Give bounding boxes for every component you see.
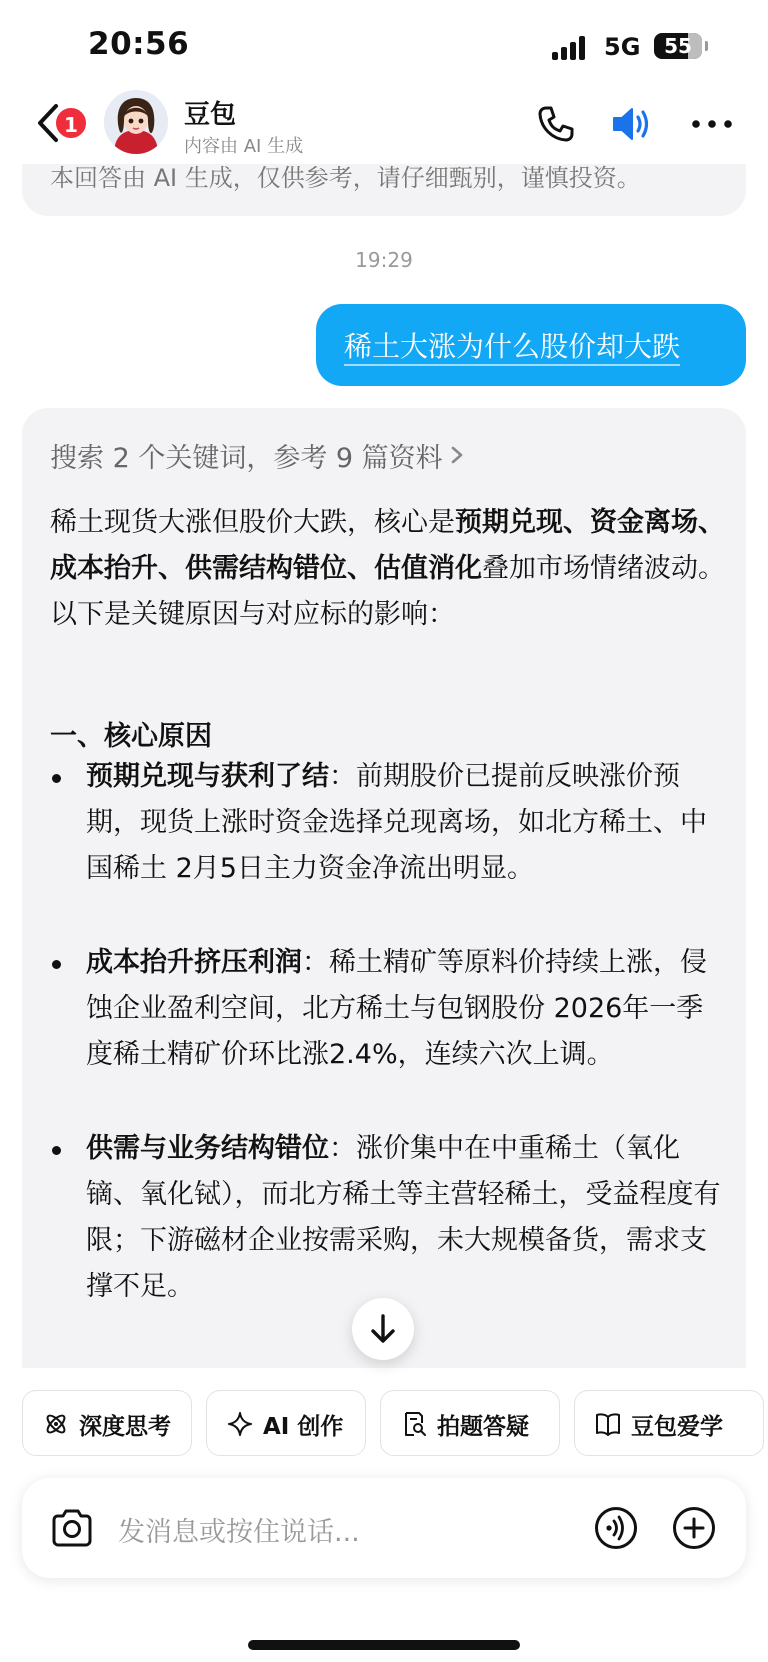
status-bar [0, 0, 768, 90]
bullet-text: ：涨价集中在中重稀土（氧化镝、氧化铽），而北方稀土等主营轻稀土，受益程度有限；下游磁材企业按需采购，未大规模备货，需求支撑不足。 [86, 1133, 721, 1302]
bullet-heading: 成本抬升挤压利润 [86, 947, 302, 978]
speaker-icon [610, 102, 656, 146]
speaker-button[interactable] [610, 102, 656, 146]
user-message-text[interactable]: 稀土大涨为什么股价却大跌 [344, 330, 681, 363]
message-input[interactable]: 发消息或按住说话... [118, 1517, 360, 1548]
network-type: 5G [604, 33, 641, 61]
bullet-heading: 预期兑现与获利了结 [86, 761, 329, 792]
chevron-right-icon [449, 443, 465, 474]
quick-action-label: 拍题答疑 [437, 1414, 529, 1440]
battery-level: 55 [664, 34, 692, 58]
camera-icon [50, 1508, 94, 1548]
battery-tip [705, 41, 708, 51]
sparkle-icon [227, 1411, 253, 1437]
search-summary-link[interactable] [50, 436, 465, 475]
intro-lead: 稀土现货大涨但股价大跌，核心是 [50, 507, 455, 538]
bot-name: 豆包 [184, 100, 237, 130]
arrow-down-icon [352, 1298, 414, 1360]
plus-circle-icon [672, 1506, 716, 1550]
intro-tail: 叠加市场情绪波动。以下是关键原因与对应标的影响： [50, 553, 725, 630]
user-message-bubble[interactable] [316, 304, 746, 386]
signal-icon [552, 34, 592, 60]
add-attachment-button[interactable] [672, 1506, 716, 1550]
atom-icon [43, 1411, 69, 1437]
status-time: 20:56 [88, 26, 190, 62]
phone-icon [534, 102, 578, 146]
bot-avatar-image [104, 90, 168, 154]
voice-call-button[interactable] [594, 1506, 638, 1550]
camera-button[interactable] [50, 1508, 94, 1548]
bullet-heading: 供需与业务结构错位 [86, 1133, 329, 1164]
intro-bold: 预期兑现、资金离场、成本抬升、供需结构错位、估值消化 [50, 507, 725, 584]
unread-badge: 1 [54, 106, 88, 140]
quick-action-label: 豆包爱学 [631, 1414, 723, 1440]
quick-action-ai-create[interactable] [206, 1390, 366, 1456]
quick-actions-bar [0, 1368, 768, 1458]
quick-action-deep-think[interactable] [22, 1390, 192, 1456]
bullet-text: ：稀土精矿等原料价持续上涨，侵蚀企业盈利空间，北方稀土与包钢股份 2026年一季度稀土精矿价环比涨2.4%，连续六次上调。 [86, 947, 707, 1070]
chat-header [0, 90, 768, 164]
book-icon [595, 1411, 621, 1437]
quick-action-learn[interactable] [574, 1390, 764, 1456]
quick-action-label: AI 创作 [263, 1414, 344, 1440]
avatar[interactable] [104, 90, 168, 154]
battery-icon [654, 33, 702, 59]
bot-subtitle: 内容由 AI 生成 [184, 136, 304, 157]
message-timestamp: 19:29 [355, 248, 413, 272]
ai-disclaimer: 本回答由 AI 生成，仅供参考，请仔细甄别，谨慎投资。 [50, 164, 641, 192]
composer-area [0, 1458, 768, 1662]
scroll-to-bottom-button[interactable] [352, 1298, 414, 1360]
more-icon [690, 112, 734, 136]
more-options-button[interactable] [690, 112, 734, 136]
message-composer [22, 1478, 746, 1578]
search-summary-text: 搜索 2 个关键词，参考 9 篇资料 [50, 443, 443, 474]
voice-wave-icon [594, 1506, 638, 1550]
quick-action-photo-question[interactable] [380, 1390, 560, 1456]
answer-card [22, 408, 746, 1408]
doc-search-icon [401, 1411, 427, 1437]
home-indicator [248, 1640, 520, 1650]
bullet-dot [52, 960, 61, 969]
answer-intro [50, 500, 726, 638]
bullet-dot [52, 1146, 61, 1155]
bullet-text: ：前期股价已提前反映涨价预期，现货上涨时资金选择兑现离场，如北方稀土、中国稀土 2月5日主力资金净流出明显。 [86, 761, 707, 884]
quick-action-label: 深度思考 [79, 1414, 171, 1440]
bullet-dot [52, 774, 61, 783]
call-button[interactable] [534, 102, 578, 146]
section-title: 一、核心原因 [50, 721, 212, 752]
